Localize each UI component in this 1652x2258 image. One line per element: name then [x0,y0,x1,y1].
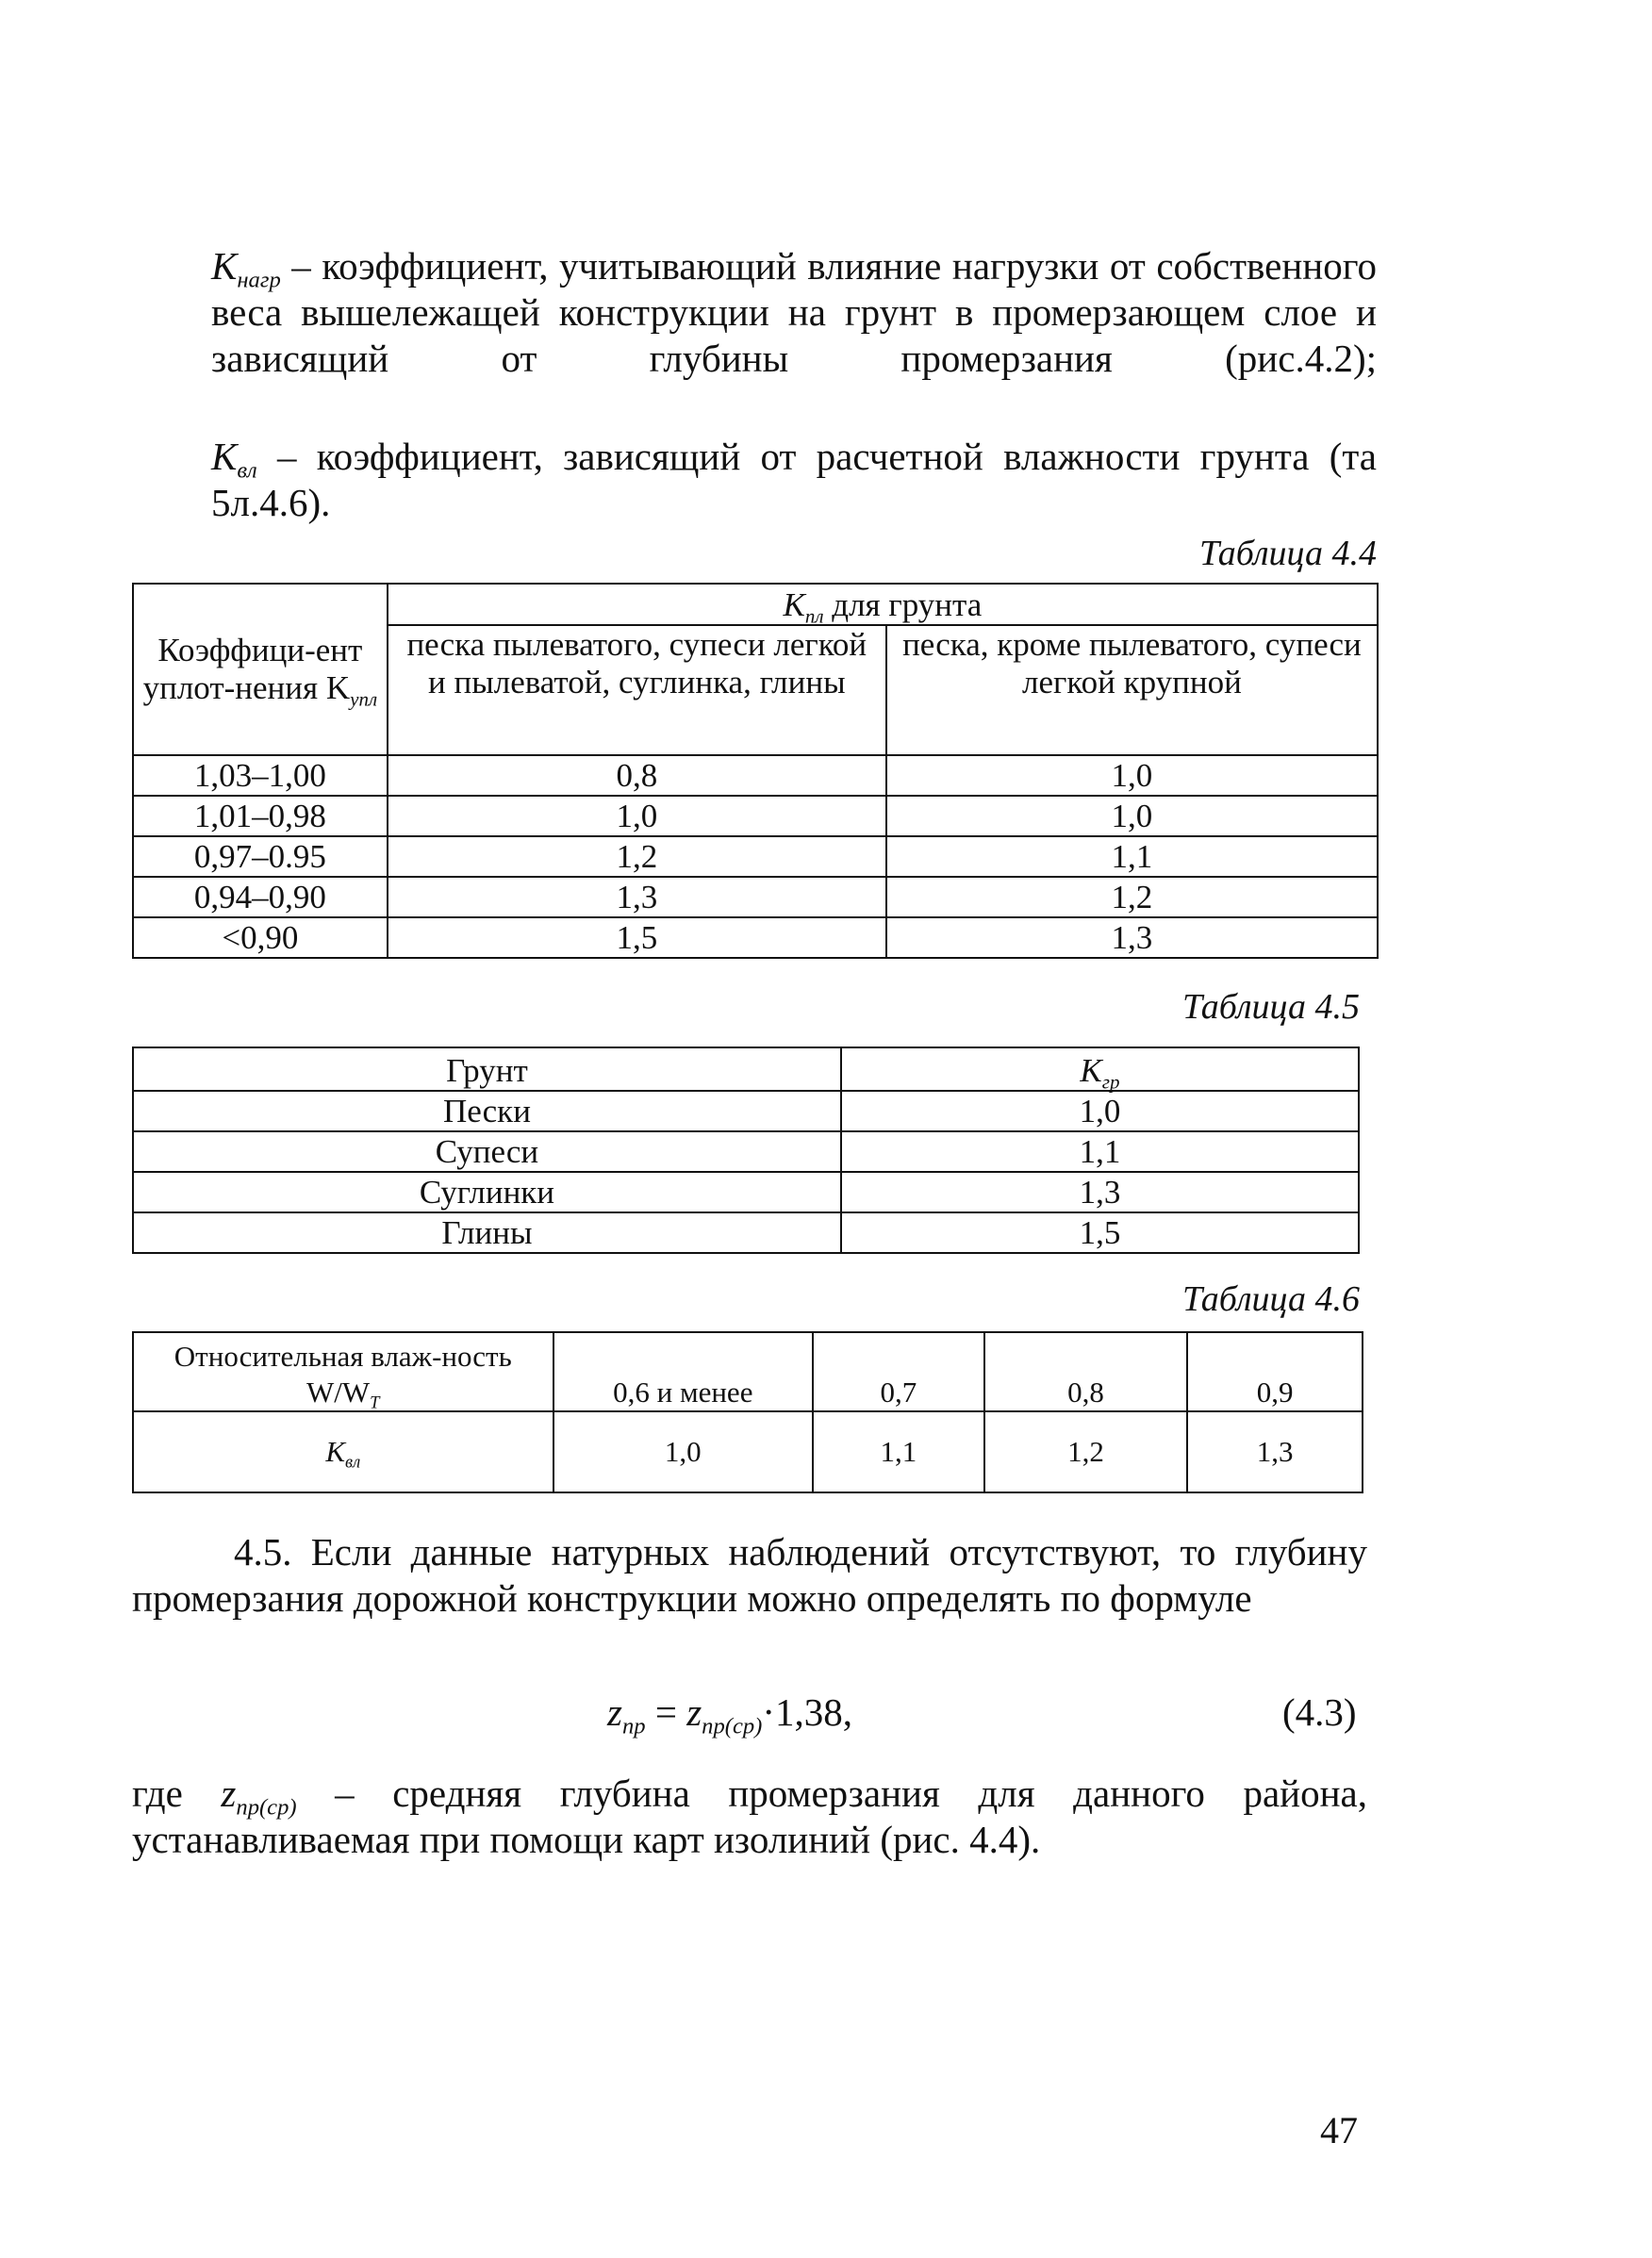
table-row [133,836,1378,877]
table46-row2-value: 1,2 [984,1411,1188,1492]
table-4-6 [132,1331,1363,1493]
k-vl-text: – коэффициент, зависящий от расчетной влажности грунта (та 5л.4.6). [211,435,1377,524]
table-4-4 [132,583,1379,959]
table44-cell-b: 1,1 [886,836,1378,877]
table-row [133,1212,1359,1253]
where-clause: где $z_{пр(ср)}$ – средняя глубина промерзания для данного района, устанавливаемая при помощи карт изолиний (рис. 4.4). [132,1772,1367,1861]
table44-cell-b: 1,0 [886,755,1378,796]
table-row [133,917,1378,958]
table45-cell-soil: Пески [133,1091,841,1131]
table44-cell-a: 1,0 [388,796,886,836]
table44-col2-header: песка пылеватого, супеси легкой и пылеватой, суглинка, глины [388,625,886,755]
table46-row2-label: $K_{вл}$ [133,1411,553,1492]
table46-row1-value: 0,7 [813,1332,984,1411]
table44-cell-a: 1,3 [388,877,886,917]
table46-row1-value: 0,8 [984,1332,1188,1411]
table44-cell-a: 1,2 [388,836,886,877]
k-nagr-text: – коэффициент, учитывающий влияние нагрузки от собственного веса вышележащей конструкции на грунт в промерзающем слое и зависящий от глубины промерзания (рис.4.2); [211,244,1377,380]
table46-row1-value: 0,6 и менее [553,1332,814,1411]
table45-cell-k: 1,5 [841,1212,1359,1253]
table-4-5 [132,1047,1360,1254]
table45-col1-header: Грунт [133,1047,841,1091]
table44-col3-header: песка, кроме пылеватого, супеси легкой крупной [886,625,1378,755]
table45-cell-soil: Супеси [133,1131,841,1172]
table-row [133,755,1378,796]
section-4-5: 4.5. Если данные натурных наблюдений отсутствуют, то глубину промерзания дорожной конструкции можно определять по формуле [132,1530,1367,1620]
table45-col2-header: $K_{гр}$ [841,1047,1359,1091]
table46-row1-value: 0,9 [1187,1332,1363,1411]
table46-row2-value: 1,0 [553,1411,814,1492]
table-row [133,1172,1359,1212]
table-row [133,796,1378,836]
table44-cell-a: 0,8 [388,755,886,796]
table-row [133,1131,1359,1172]
table44-cell-b: 1,2 [886,877,1378,917]
table44-cell-k: 0,97–0.95 [133,836,388,877]
k-nagr-symbol: $K_{нагр}$ [211,244,281,293]
table45-cell-k: 1,1 [841,1131,1359,1172]
paragraph-k-nagr [211,243,1377,382]
table46-row2-value: 1,1 [813,1411,984,1492]
paragraph-k-vl [211,434,1377,526]
table45-cell-k: 1,3 [841,1172,1359,1212]
z-np-cp-symbol: $z_{пр(ср)}$ [221,1772,297,1821]
table45-cell-k: 1,0 [841,1091,1359,1131]
table46-caption: Таблица 4.6 [1182,1279,1360,1319]
table44-cell-k: 1,03–1,00 [133,755,388,796]
k-vl-symbol: $K_{вл}$ [211,435,257,484]
formula-4-3: $z_{пр} = z_{пр(ср)}\cdot 1,38$, [607,1690,852,1739]
table45-cell-soil: Суглинки [133,1172,841,1212]
table44-cell-a: 1,5 [388,917,886,958]
table44-cell-k: 1,01–0,98 [133,796,388,836]
page-number: 47 [1320,2109,1358,2151]
table44-cell-b: 1,3 [886,917,1378,958]
table-row [133,877,1378,917]
table44-cell-k: <0,90 [133,917,388,958]
table44-col1-header: Коэффици-ент уплот-нения $K_{упл}$ [133,584,388,755]
table46-row1-label: Относительная влаж-ность $W/W_T$ [133,1332,553,1411]
table44-caption: Таблица 4.4 [1199,534,1377,573]
table44-group-header: $K_{пл}$ для грунта [388,584,1378,625]
table44-cell-b: 1,0 [886,796,1378,836]
table-row [133,1091,1359,1131]
table44-cell-k: 0,94–0,90 [133,877,388,917]
formula-number: (4.3) [1282,1690,1357,1734]
table45-cell-soil: Глины [133,1212,841,1253]
table46-row2-value: 1,3 [1187,1411,1363,1492]
table45-caption: Таблица 4.5 [1182,987,1360,1027]
